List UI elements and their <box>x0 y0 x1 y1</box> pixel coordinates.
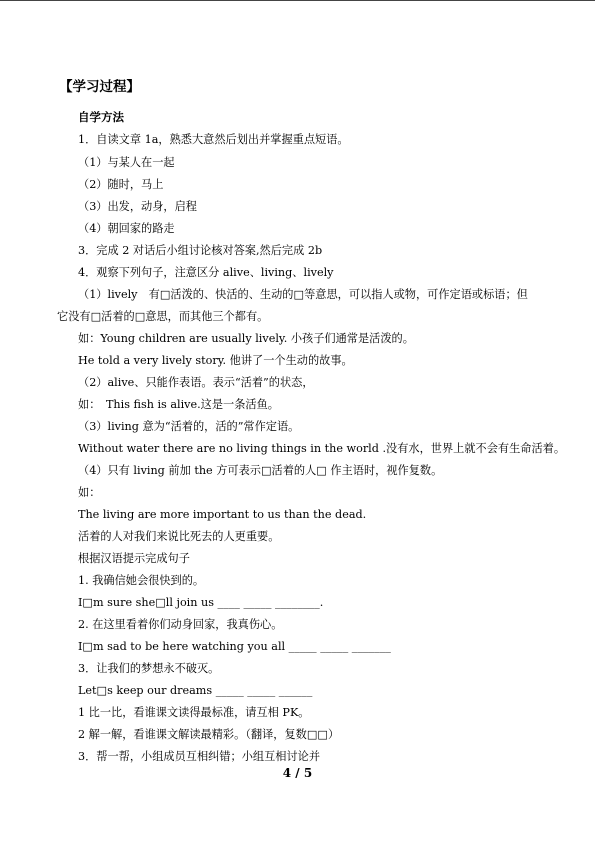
text-line: 根据汉语提示完成句子 <box>78 552 190 565</box>
text-line: The living are more important to us than the dead. <box>78 508 367 521</box>
text-line: 3．让我们的梦想永不破灭。 <box>78 662 220 675</box>
page-heading: 【学习过程】 <box>59 79 140 95</box>
text-line: 如：Young children are usually lively. 小孩子们通常是活泼的。 <box>78 332 414 345</box>
text-line: 3．完成 2 对话后小组讨论核对答案,然后完成 2b <box>78 244 323 257</box>
text-line: 1．自读文章 1a，熟悉大意然后划出并掌握重点短语。 <box>78 133 349 146</box>
text-line: Without water there are no living things in the world .没有水，世界上就不会有生命活着。 <box>78 442 566 455</box>
text-line: 2. 在这里看着你们动身回家，我真伤心。 <box>78 618 283 631</box>
text-line: （1）与某人在一起 <box>78 156 175 169</box>
text-line: 活着的人对我们来说比死去的人更重要。 <box>78 530 280 543</box>
text-line: （3）出发，动身，启程 <box>78 200 197 213</box>
text-line: I□m sad to be here watching you all _____ _____ _______ <box>78 640 391 653</box>
text-line: （4）朝回家的路走 <box>78 222 175 235</box>
text-line: I□m sure she□ll join us ____ _____ ________. <box>78 596 324 609</box>
text-line: （3）living 意为“活着的，活的”常作定语。 <box>78 420 300 433</box>
text-line: 1. 我确信她会很快到的。 <box>78 574 205 587</box>
text-line: （2）随时，马上 <box>78 178 164 191</box>
text-line: 1 比一比，看谁课文读得最标准，请互相 PK。 <box>78 706 310 719</box>
text-line: （1）lively 有□活泼的、快活的、生动的□等意思，可以指人或物，可作定语或标语；但 <box>78 288 528 301</box>
text-line: （4）只有 living 前加 the 方可表示□活着的人□ 作主语时，视作复数。 <box>78 464 443 477</box>
text-line: 它没有□活着的□意思，而其他三个都有。 <box>57 310 269 323</box>
text-line: 如： This fish is alive.这是一条活鱼。 <box>78 398 279 411</box>
text-line: He told a very lively story. 他讲了一个生动的故事。 <box>78 354 353 367</box>
text-line: Let□s keep our dreams _____ _____ ______ <box>78 684 313 697</box>
section-title: 自学方法 <box>78 110 124 124</box>
page-number: 4 / 5 <box>282 766 313 780</box>
text-line: （2）alive、只能作表语。表示“活着”的状态， <box>78 376 314 389</box>
text-line: 4．观察下列句子，注意区分 alive、living、lively <box>78 266 334 279</box>
text-line: 3．帮一帮，小组成员互相纠错；小组互相讨论并 <box>78 750 321 763</box>
text-line: 如： <box>78 486 101 499</box>
top-rule <box>0 0 595 1</box>
text-line: 2 解一解，看谁课文解读最精彩。（翻译，复数□□） <box>78 728 340 741</box>
